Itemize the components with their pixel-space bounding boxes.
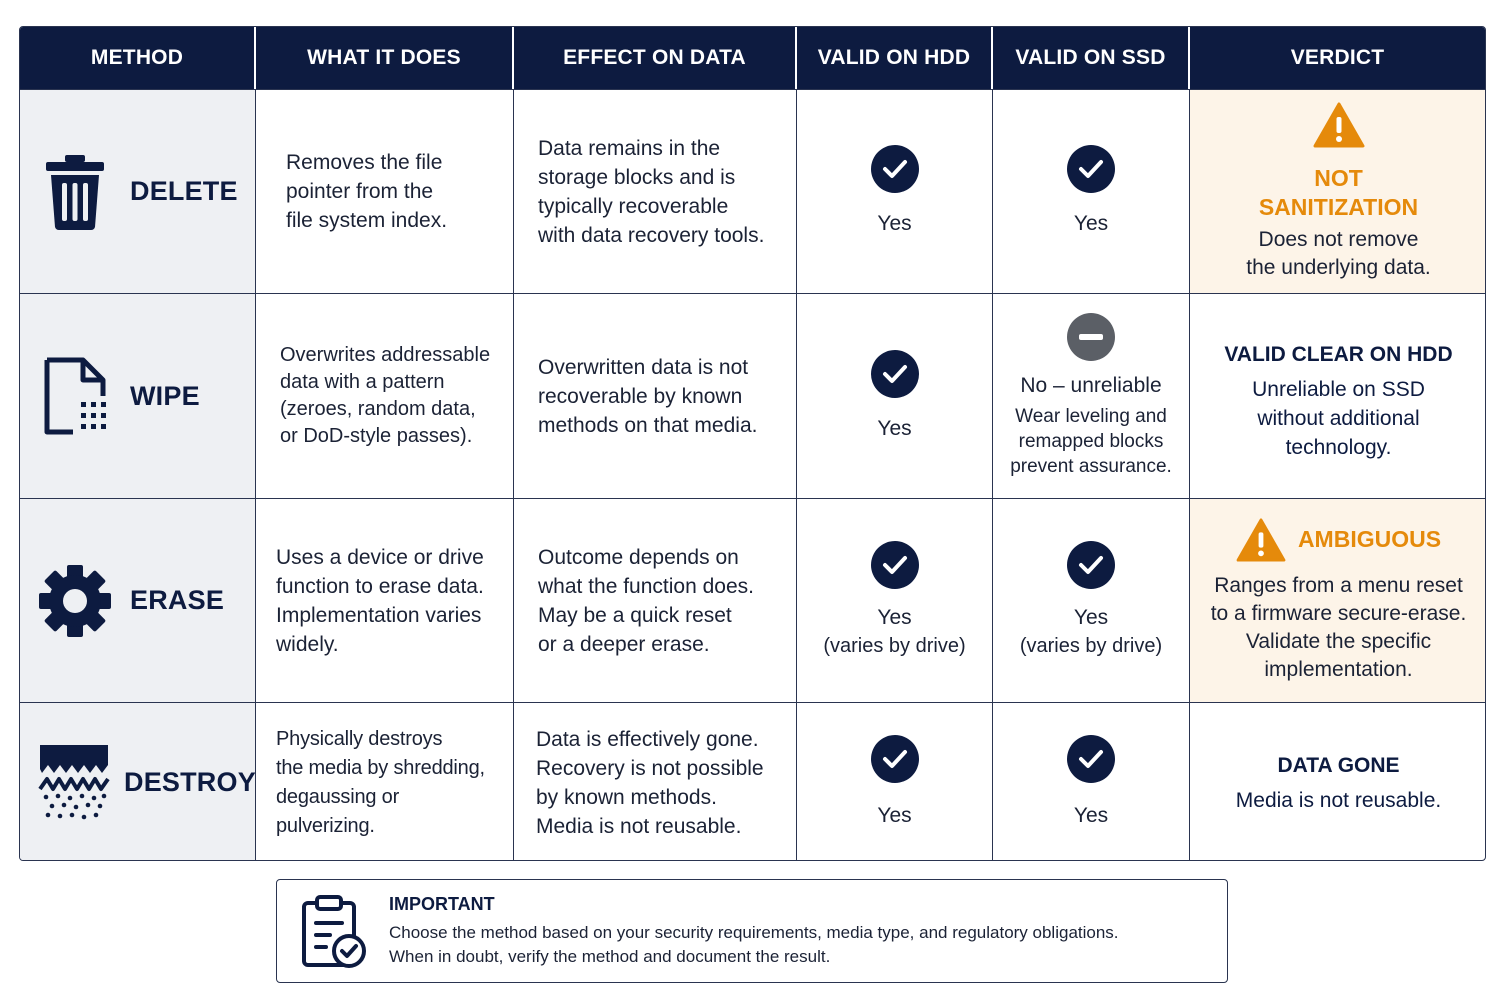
what-it-does-cell (256, 89, 514, 293)
hdd-cell (797, 293, 993, 498)
important-line: When in doubt, verify the method and document the result. (389, 946, 831, 966)
text-line: methods on that media. (538, 413, 758, 437)
text-line: what the function does. (538, 574, 754, 598)
verdict-body: the underlying data. (1246, 255, 1431, 279)
checkmark-icon (871, 541, 919, 589)
ssd-cell (993, 89, 1190, 293)
method-cell-delete (20, 89, 256, 293)
method-name: DELETE (130, 176, 238, 206)
text-line: Implementation varies (276, 603, 482, 627)
minus-circle-icon (1067, 313, 1115, 361)
column-header-verdict: VERDICT (1190, 27, 1486, 89)
column-header-valid-on-ssd: VALID ON SSD (993, 27, 1190, 89)
important-callout (276, 879, 1228, 983)
checkmark-icon (1067, 735, 1115, 783)
effect-cell (514, 702, 797, 861)
method-cell-destroy (20, 702, 256, 861)
method-cell-wipe (20, 293, 256, 498)
important-heading: IMPORTANT (389, 893, 495, 914)
trash-icon (38, 152, 112, 232)
verdict-cell (1190, 498, 1486, 702)
verdict-body: without additional (1257, 407, 1420, 430)
text-line: storage blocks and is (538, 165, 736, 189)
verdict-title: DATA GONE (1277, 753, 1400, 777)
text-line: typically recoverable (538, 194, 729, 218)
ssd-status-text: Yes (1073, 804, 1109, 827)
text-line: (zeroes, random data, (280, 398, 476, 420)
text-line: Uses a device or drive (276, 545, 484, 569)
text-line: with data recovery tools. (538, 223, 765, 247)
column-header-method: METHOD (20, 27, 256, 89)
text-line: degaussing or pulverizing. (276, 785, 400, 837)
ssd-cell (993, 702, 1190, 861)
text-line: recoverable by known (538, 384, 743, 408)
verdict-body: implementation. (1264, 657, 1413, 681)
column-header-valid-on-hdd: VALID ON HDD (797, 27, 993, 89)
text-line: Physically destroys (276, 727, 443, 750)
hdd-status-text: Yes (877, 416, 912, 440)
method-name: DESTROY (124, 767, 256, 797)
what-it-does-cell (256, 293, 514, 498)
method-name: WIPE (130, 380, 200, 411)
method-cell-erase (20, 498, 256, 702)
text-line: the media by shredding, (276, 756, 485, 779)
hdd-status-text: Yes (877, 804, 912, 827)
sanitization-methods-table (19, 26, 1486, 861)
text-line: widely. (276, 632, 339, 656)
ssd-note: remapped blocks (1018, 431, 1164, 452)
ssd-cell (993, 293, 1190, 498)
important-line: Choose the method based on your security requirements, media type, and regulatory obligations. (389, 922, 1119, 942)
hdd-status-text: Yes (877, 605, 912, 629)
hdd-cell (797, 702, 993, 861)
text-line: Outcome depends on (538, 545, 739, 569)
warning-icon (1236, 518, 1286, 562)
verdict-body: Validate the specific (1245, 629, 1432, 653)
text-line: or DoD-style passes). (280, 425, 473, 447)
text-line: Overwritten data is not (538, 355, 749, 379)
hdd-cell (797, 89, 993, 293)
shredder-icon (38, 743, 110, 823)
column-header-what-it-does: WHAT IT DOES (256, 27, 514, 89)
text-line: or a deeper erase. (538, 632, 710, 656)
warning-icon (1313, 102, 1365, 156)
what-it-does-cell (256, 702, 514, 861)
effect-cell (514, 89, 797, 293)
verdict-body: to a firmware secure-erase. (1210, 601, 1467, 625)
gear-icon (38, 561, 112, 641)
clipboard-check-icon (299, 893, 369, 969)
text-line: by known methods. (536, 785, 717, 809)
effect-cell (514, 498, 797, 702)
text-line: May be a quick reset (538, 603, 732, 627)
verdict-body: Ranges from a menu reset (1214, 573, 1463, 597)
ssd-status-text: Yes (1073, 212, 1109, 235)
checkmark-icon (1067, 145, 1115, 193)
checkmark-icon (871, 350, 919, 398)
checkmark-icon (871, 145, 919, 193)
ssd-note: Wear leveling and (1015, 406, 1167, 427)
text-line: Recovery is not possible (536, 756, 764, 780)
checkmark-icon (871, 735, 919, 783)
hdd-status-sub: (varies by drive) (823, 634, 966, 657)
wipe-file-icon (38, 356, 112, 436)
text-line: data with a pattern (280, 371, 445, 393)
hdd-cell (797, 498, 993, 702)
method-name: ERASE (130, 585, 225, 615)
verdict-cell (1190, 89, 1486, 293)
ssd-note: prevent assurance. (1010, 456, 1172, 477)
effect-cell (514, 293, 797, 498)
text-line: Data remains in the (538, 136, 721, 160)
column-header-effect-on-data: EFFECT ON DATA (514, 27, 797, 89)
verdict-title: AMBIGUOUS (1297, 526, 1442, 552)
text-line: Data is effectively gone. (536, 727, 759, 751)
ssd-status-text: No – unreliable (1020, 374, 1162, 397)
verdict-cell (1190, 702, 1486, 861)
checkmark-icon (1067, 541, 1115, 589)
text-line: Overwrites addressable (280, 344, 491, 366)
ssd-cell (993, 498, 1190, 702)
verdict-title: SANITIZATION (1258, 193, 1419, 220)
verdict-body: Unreliable on SSD (1252, 378, 1425, 401)
verdict-body: technology. (1285, 436, 1392, 459)
text-line: pointer from the (286, 180, 434, 203)
verdict-title: NOT (1314, 164, 1363, 191)
verdict-body: Does not remove (1258, 227, 1419, 251)
text-line: function to erase data. (276, 574, 484, 598)
verdict-cell (1190, 293, 1486, 498)
text-line: Removes the file (286, 151, 443, 174)
ssd-status-sub: (varies by drive) (1019, 634, 1163, 657)
ssd-status-text: Yes (1073, 605, 1109, 629)
hdd-status-text: Yes (877, 212, 912, 235)
what-it-does-cell (256, 498, 514, 702)
text-line: file system index. (286, 209, 448, 232)
verdict-body: Media is not reusable. (1235, 788, 1442, 812)
verdict-title: VALID CLEAR ON HDD (1224, 343, 1453, 366)
text-line: Media is not reusable. (536, 814, 742, 838)
